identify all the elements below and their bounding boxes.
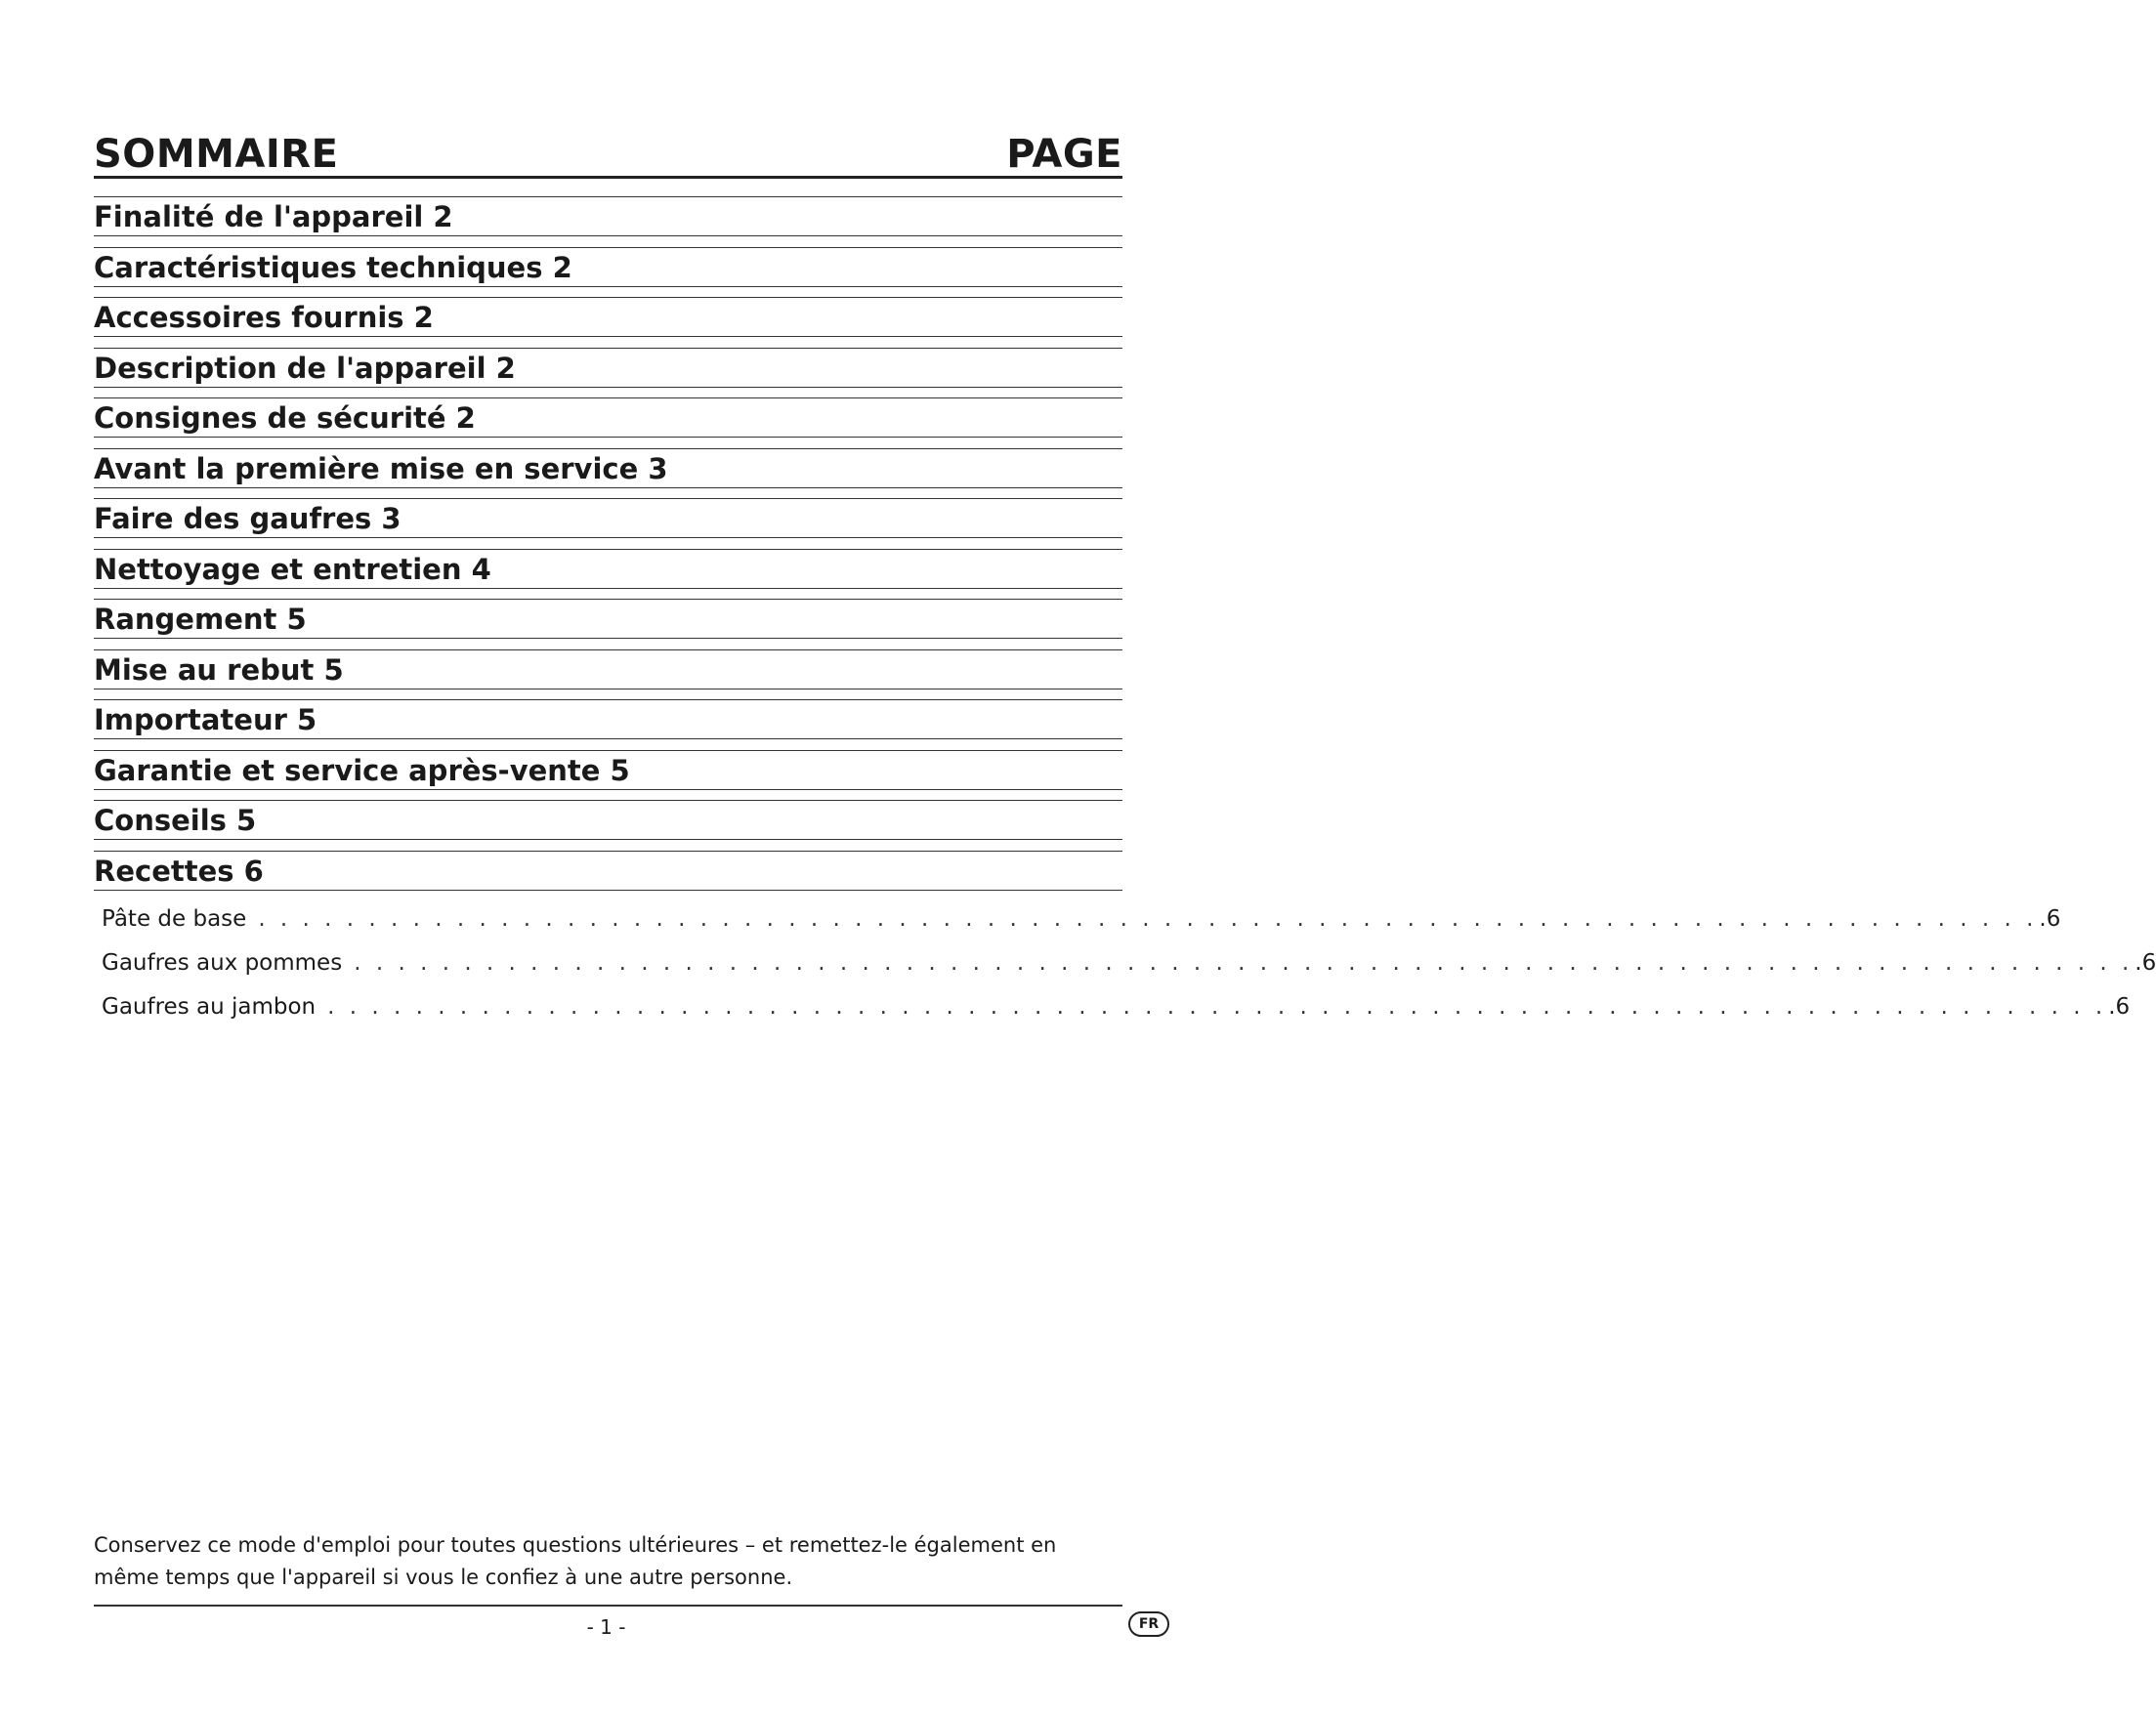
toc-entry[interactable] — [94, 297, 1122, 348]
toc-entry-label: Avant la première mise en service 3 — [94, 451, 668, 485]
toc-entry[interactable] — [94, 851, 1122, 901]
toc-header — [94, 117, 1122, 179]
toc-entry-label: Caractéristiques techniques 2 — [94, 250, 572, 284]
subentry-title: Gaufres au jambon — [102, 994, 317, 1020]
toc-entry[interactable] — [94, 800, 1122, 851]
toc-entry-label: Finalité de l'appareil 2 — [94, 200, 453, 233]
subentry-page: .6 — [2135, 950, 2156, 976]
toc-entry-label: Conseils 5 — [94, 804, 257, 837]
toc-entry[interactable] — [94, 599, 1122, 649]
toc-entry[interactable] — [94, 549, 1122, 600]
toc-entry-label: Rangement 5 — [94, 603, 307, 636]
toc-subentry[interactable] — [94, 950, 2156, 994]
toc-entry-label: Faire des gaufres 3 — [94, 502, 402, 535]
toc-entry[interactable] — [94, 397, 1122, 448]
page-column-label: PAGE — [1006, 132, 1122, 177]
toc-entry-label: Importateur 5 — [94, 703, 317, 736]
toc-entry-label: Description de l'appareil 2 — [94, 351, 516, 385]
toc-entry[interactable] — [94, 348, 1122, 398]
subentry-page: .6 — [2108, 994, 2131, 1020]
toc-subentry[interactable] — [94, 906, 2061, 950]
subentry-page: .6 — [2039, 906, 2061, 932]
table-of-contents — [94, 117, 2156, 1038]
toc-entry-label: Recettes 6 — [94, 854, 264, 888]
toc-entry[interactable] — [94, 750, 1122, 801]
toc-entry-label: Mise au rebut 5 — [94, 652, 344, 687]
toc-list — [94, 196, 1122, 900]
toc-entry[interactable] — [94, 448, 1122, 499]
toc-title: SOMMAIRE — [94, 132, 339, 177]
toc-entry[interactable] — [94, 196, 1122, 247]
toc-entry[interactable] — [94, 699, 1122, 750]
toc-entry-label: Nettoyage et entretien 4 — [94, 552, 491, 586]
toc-entry[interactable] — [94, 247, 1122, 298]
toc-entry-label: Consignes de sécurité 2 — [94, 401, 476, 435]
toc-entry[interactable] — [94, 649, 1122, 700]
dot-leader: . . . . . . . . . . . . . . . . . . . . . . . . . . . . . . . . . . . . . . . . . . . . . . . . . . . . . . . . . . . . . . . . . . . . . . . . . . . . . . . . . — [258, 906, 2038, 932]
subentry-title: Gaufres aux pommes — [102, 950, 343, 976]
footer-divider — [94, 1605, 1122, 1607]
page-number: - 1 - — [586, 1615, 626, 1639]
toc-entry-label: Accessoires fournis 2 — [94, 301, 434, 334]
toc-subentries — [94, 906, 2156, 1038]
language-badge: FR — [1128, 1611, 1169, 1637]
toc-subentry[interactable] — [94, 994, 2131, 1038]
dot-leader: . . . . . . . . . . . . . . . . . . . . . . . . . . . . . . . . . . . . . . . . . . . . . . . . . . . . . . . . . . . . . . . . . . . . . . . . . . . . . . . . . — [327, 994, 2107, 1020]
toc-entry-label: Garantie et service après-vente 5 — [94, 753, 630, 787]
subentry-title: Pâte de base — [102, 906, 247, 932]
footer-note: Conservez ce mode d'emploi pour toutes questions ultérieures – et remettez-le également en même temps que l'appareil si vous le confiez à une autre personne. — [94, 1533, 1057, 1589]
dot-leader: . . . . . . . . . . . . . . . . . . . . . . . . . . . . . . . . . . . . . . . . . . . . . . . . . . . . . . . . . . . . . . . . . . . . . . . . . . . . . . . . . — [354, 950, 2134, 976]
toc-entry[interactable] — [94, 498, 1122, 549]
